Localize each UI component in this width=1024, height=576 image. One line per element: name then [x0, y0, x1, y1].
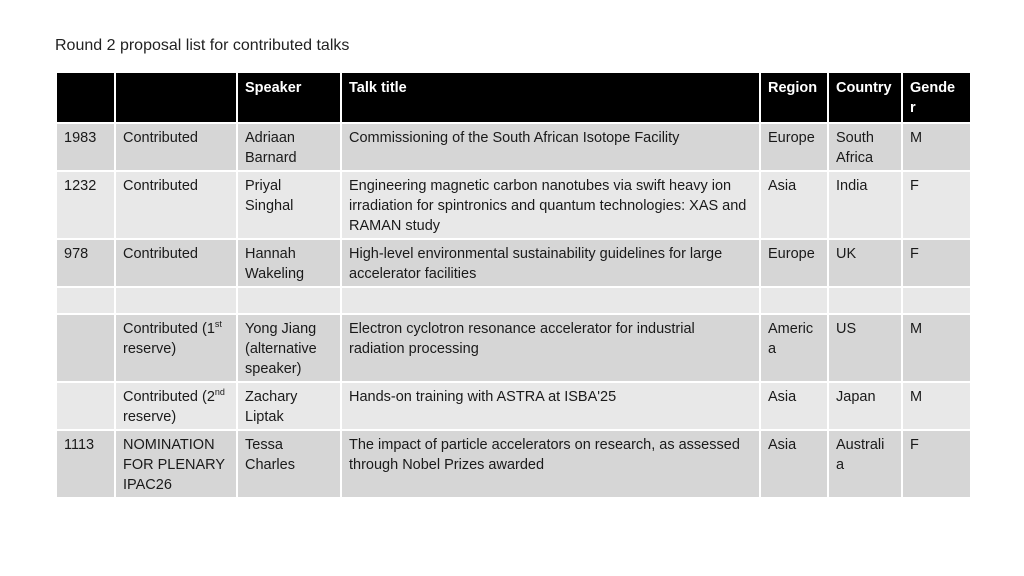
cell-type: Contributed: [115, 123, 237, 171]
cell-country: Japan: [828, 382, 902, 430]
cell-talk-title: High-level environmental sustainability guidelines for large accelerator facilities: [341, 239, 760, 287]
cell-speaker: Hannah Wakeling: [237, 239, 341, 287]
header-gender: Gende r: [902, 72, 971, 123]
proposal-table: [55, 71, 972, 499]
cell-region: Asia: [760, 430, 828, 498]
page-title: Round 2 proposal list for contributed talks: [55, 37, 350, 54]
cell-country: UK: [828, 239, 902, 287]
cell-type: Contributed: [115, 239, 237, 287]
cell-type: Contributed: [115, 171, 237, 239]
cell-id: [56, 287, 115, 314]
cell-speaker: Priyal Singhal: [237, 171, 341, 239]
cell-region: Europe: [760, 239, 828, 287]
cell-gender: M: [902, 314, 971, 382]
cell-gender: F: [902, 430, 971, 498]
cell-gender: [902, 287, 971, 314]
cell-talk-title: Engineering magnetic carbon nanotubes via swift heavy ion irradiation for spintronics and quantum technologies: XAS and RAMAN study: [341, 171, 760, 239]
cell-region: Asia: [760, 171, 828, 239]
table-row: [56, 171, 971, 239]
cell-country: South Africa: [828, 123, 902, 171]
cell-id: 978: [56, 239, 115, 287]
cell-talk-title: Commissioning of the South African Isotope Facility: [341, 123, 760, 171]
cell-type: NOMINATION FOR PLENARY IPAC26: [115, 430, 237, 498]
cell-id: 1113: [56, 430, 115, 498]
cell-id: [56, 382, 115, 430]
cell-talk-title: Hands-on training with ASTRA at ISBA'25: [341, 382, 760, 430]
table-row: [56, 123, 971, 171]
cell-speaker: [237, 287, 341, 314]
cell-talk-title: The impact of particle accelerators on research, as assessed through Nobel Prizes awarded: [341, 430, 760, 498]
cell-country: India: [828, 171, 902, 239]
cell-type: Contributed (2nd reserve): [115, 382, 237, 430]
header-talk-title: Talk title: [341, 72, 760, 123]
cell-id: [56, 314, 115, 382]
cell-id: 1232: [56, 171, 115, 239]
table-row: [56, 430, 971, 498]
header-id: [56, 72, 115, 123]
cell-region: [760, 287, 828, 314]
table-row: [56, 314, 971, 382]
cell-country: Australi a: [828, 430, 902, 498]
header-country: Country: [828, 72, 902, 123]
header-row: [56, 72, 971, 123]
table-row: [56, 239, 971, 287]
cell-gender: F: [902, 171, 971, 239]
cell-type: [115, 287, 237, 314]
cell-speaker: Zachary Liptak: [237, 382, 341, 430]
cell-region: Americ a: [760, 314, 828, 382]
table-row: [56, 382, 971, 430]
header-speaker: Speaker: [237, 72, 341, 123]
cell-region: Europe: [760, 123, 828, 171]
cell-type: Contributed (1st reserve): [115, 314, 237, 382]
header-region: Region: [760, 72, 828, 123]
cell-gender: F: [902, 239, 971, 287]
cell-speaker: Tessa Charles: [237, 430, 341, 498]
header-type: [115, 72, 237, 123]
cell-talk-title: Electron cyclotron resonance accelerator for industrial radiation processing: [341, 314, 760, 382]
cell-gender: M: [902, 123, 971, 171]
cell-country: [828, 287, 902, 314]
table-row-empty: [56, 287, 971, 314]
cell-speaker: Adriaan Barnard: [237, 123, 341, 171]
cell-talk-title: [341, 287, 760, 314]
cell-country: US: [828, 314, 902, 382]
cell-region: Asia: [760, 382, 828, 430]
cell-id: 1983: [56, 123, 115, 171]
cell-gender: M: [902, 382, 971, 430]
cell-speaker: Yong Jiang (alternative speaker): [237, 314, 341, 382]
